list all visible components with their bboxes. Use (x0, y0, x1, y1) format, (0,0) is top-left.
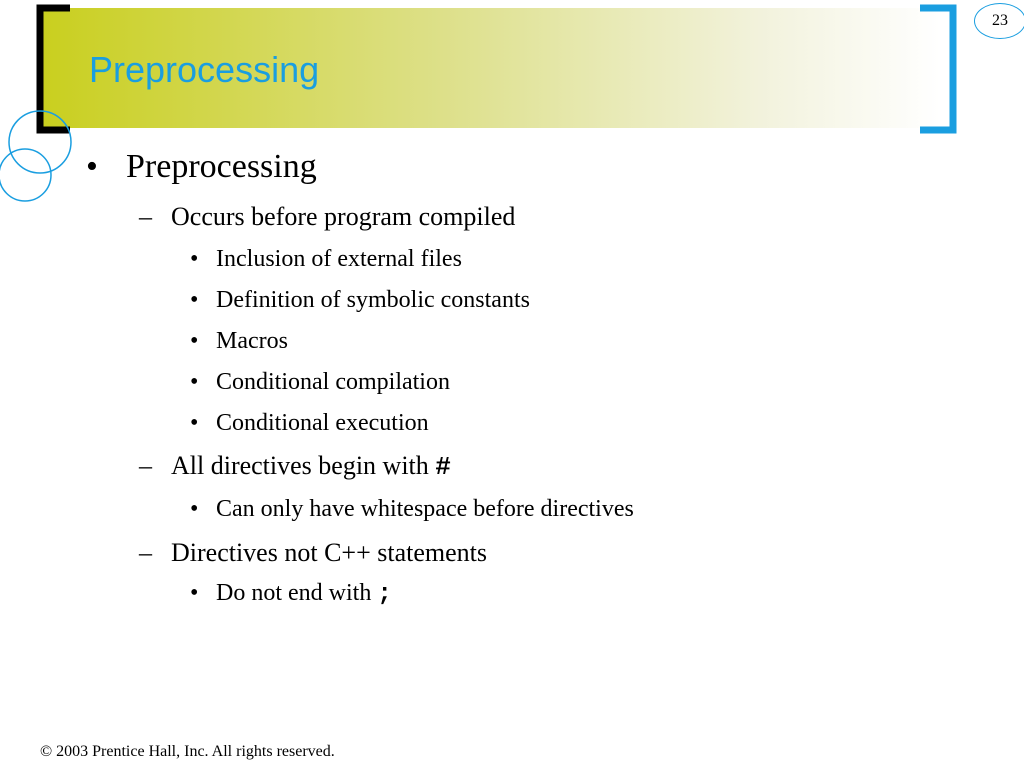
item-conditional-compilation (190, 369, 450, 396)
item-inclusion (190, 246, 462, 273)
slide-number: 23 (974, 3, 1024, 39)
slide-title: Preprocessing (89, 49, 320, 90)
footer-copyright (40, 743, 335, 761)
dash-mark: – (139, 202, 152, 231)
bullet-text: Macros (216, 328, 288, 354)
bullet-text: Inclusion of external files (216, 246, 462, 272)
bullet-mark: • (190, 580, 199, 606)
bullet-mark: • (190, 287, 199, 313)
bullet-mark: • (86, 148, 98, 185)
bullet-text: Can only have whitespace before directives (216, 496, 634, 522)
item-macros (190, 328, 288, 355)
bullet-mark: • (190, 246, 199, 272)
bullet-mark: • (190, 328, 199, 354)
bullet-mark: • (190, 410, 199, 436)
subbullet-not-cpp (139, 538, 487, 568)
bullet-mark: • (190, 369, 199, 395)
bullet-text: Definition of symbolic constants (216, 287, 530, 313)
bullet-text: Directives not C++ statements (171, 538, 487, 567)
bullet-text: Conditional execution (216, 410, 429, 436)
item-conditional-execution (190, 410, 429, 437)
bullet-mark: • (190, 496, 199, 522)
semicolon-symbol: ; (377, 581, 392, 608)
item-symbolic-constants (190, 287, 530, 314)
bullet-text: All directives begin with (171, 451, 436, 480)
subbullet-directives-begin (139, 451, 451, 482)
bullet-text: Do not end with (216, 580, 378, 606)
bullet-text: Occurs before program compiled (171, 202, 516, 231)
item-do-not-end (190, 580, 392, 608)
dash-mark: – (139, 538, 152, 567)
decor-circle-lower (0, 149, 51, 201)
copyright-icon: © (40, 743, 53, 760)
bullet-text: Conditional compilation (216, 369, 450, 395)
hash-symbol: # (435, 452, 451, 482)
subbullet-occurs-before (139, 202, 515, 232)
bullet-text: Preprocessing (126, 148, 317, 185)
dash-mark: – (139, 451, 152, 480)
bullet-preprocessing (86, 148, 317, 186)
item-whitespace (190, 496, 634, 523)
copyright-text: 2003 Prentice Hall, Inc. All rights reserved. (52, 743, 335, 760)
